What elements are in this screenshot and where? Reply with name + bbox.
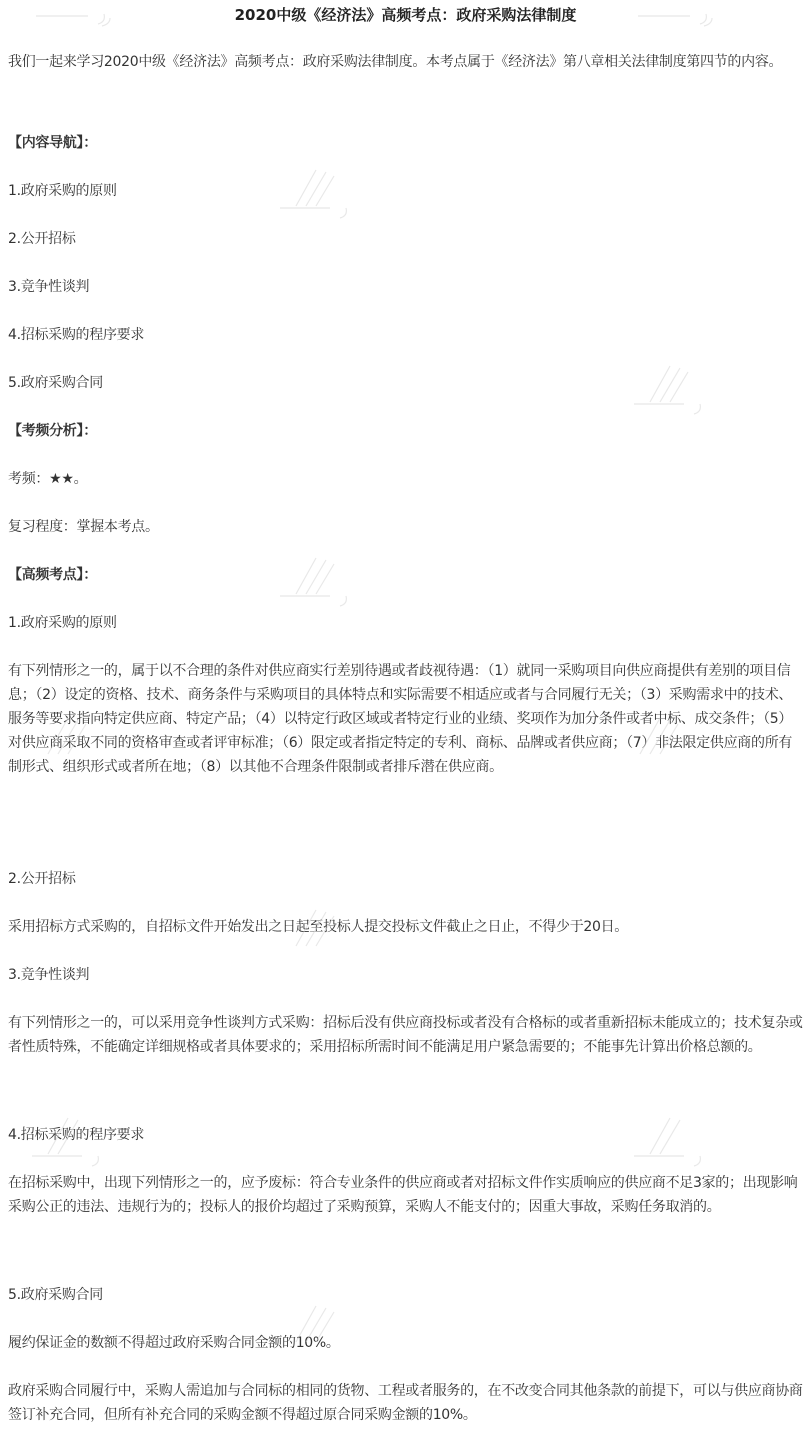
nav-item: 1.政府采购的原则 <box>8 183 117 199</box>
section-paragraph: 有下列情形之一的，可以采用竞争性谈判方式采购：招标后没有供应商投标或者没有合格标的或者重新招标未能成立的；技术复杂或者性质特殊，不能确定详细规格或者具体要求的；采用招标所需时间不能满足用户紧急需要的；不能事先计算出价格总额的。 <box>8 1015 803 1055</box>
section-heading: 2.公开招标 <box>8 871 76 887</box>
frequency-text: 考频：★★。 <box>8 471 88 487</box>
nav-item: 4.招标采购的程序要求 <box>8 327 145 343</box>
intro-paragraph: 我们一起来学习2020中级《经济法》高频考点：政府采购法律制度。本考点属于《经济法》第八章相关法律制度第四节的内容。 <box>8 54 783 70</box>
section-paragraph: 政府采购合同履行中，采购人需追加与合同标的相同的货物、工程或者服务的，在不改变合同其他条款的前提下，可以与供应商协商签订补充合同，但所有补充合同的采购金额不得超过原合同采购金额的10%。 <box>8 1383 803 1423</box>
section-heading: 4.招标采购的程序要求 <box>8 1127 145 1143</box>
section-heading: 1.政府采购的原则 <box>8 615 117 631</box>
nav-item: 2.公开招标 <box>8 231 76 247</box>
section-paragraph: 履约保证金的数额不得超过政府采购合同金额的10%。 <box>8 1335 340 1351</box>
section-paragraph: 在招标采购中，出现下列情形之一的，应予废标：符合专业条件的供应商或者对招标文件作实质响应的供应商不足3家的；出现影响采购公正的违法、违规行为的；投标人的报价均超过了采购预算，采购人不能支付的；因重大事故，采购任务取消的。 <box>8 1175 798 1215</box>
analysis-heading: 【考频分析】： <box>8 423 97 439</box>
article-title: 2020中级《经济法》高频考点：政府采购法律制度 <box>234 6 577 24</box>
key-points-heading: 【高频考点】： <box>8 567 97 583</box>
section-paragraph: 有下列情形之一的，属于以不合理的条件对供应商实行差别待遇或者歧视待遇：（1）就同一采购项目向供应商提供有差别的项目信息；（2）设定的资格、技术、商务条件与采购项目的具体特点和实际需要不相适应或者与合同履行无关；（3）采购需求中的技术、服务等要求指向特定供应商、特定产品；（4）以特定行政区域或者特定行业的业绩、奖项作为加分条件或者中标、成交条件；（5）对供应商采取不同的资格审查或者评审标准；（6）限定或者指定特定的专利、商标、品牌或者供应商；（7）非法限定供应商的所有制形式、组织形式或者所在地；（8）以其他不合理条件限制或者排斥潜在供应商。 <box>8 663 793 775</box>
section-heading: 3.竞争性谈判 <box>8 967 90 983</box>
nav-item: 5.政府采购合同 <box>8 375 103 391</box>
section-paragraph: 采用招标方式采购的，自招标文件开始发出之日起至投标人提交投标文件截止之日止，不得少于20日。 <box>8 919 629 935</box>
nav-item: 3.竞争性谈判 <box>8 279 90 295</box>
mastery-text: 复习程度：掌握本考点。 <box>8 519 159 535</box>
nav-heading: 【内容导航】： <box>8 135 97 151</box>
section-heading: 5.政府采购合同 <box>8 1287 103 1303</box>
